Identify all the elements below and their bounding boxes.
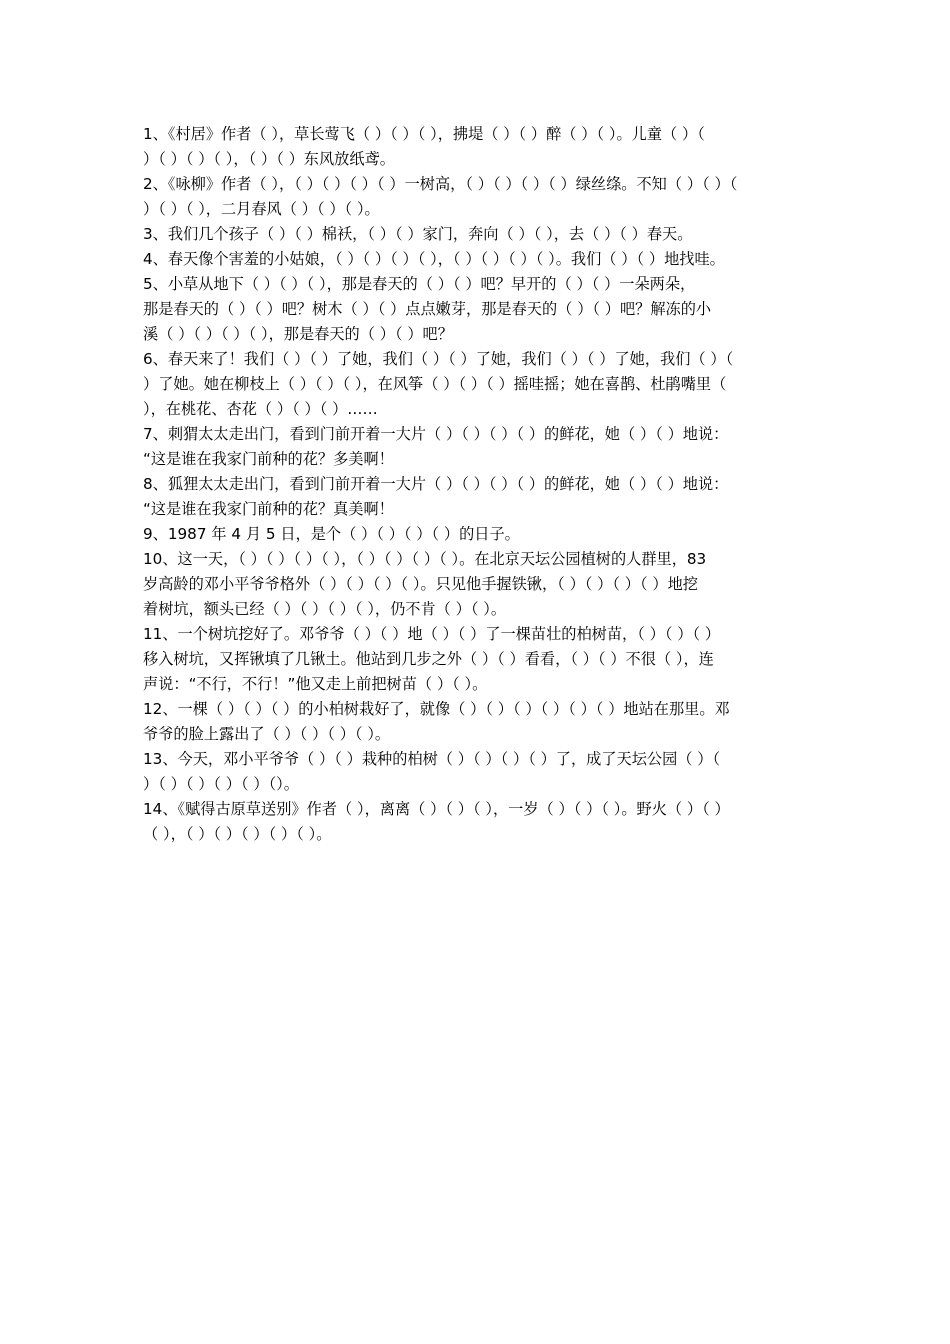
text-line: 声说：“不行，不行！”他又走上前把树苗（ ）（ ）。 [143, 675, 488, 693]
text-line: 5、小草从地下（ ）（ ）（ ），那是春天的（ ）（ ）吧？早开的（ ）（ ）一朵两朵， [143, 275, 696, 293]
text-line: 11、一个树坑挖好了。邓爷爷（ ）（ ）地（ ）（ ）了一棵苗壮的柏树苗，（ ）（ ）（ ） [143, 625, 721, 643]
text-line: 6、春天来了！我们（ ）（ ）了她，我们（ ）（ ）了她，我们（ ）（ ）了她，我们（ ）（ [143, 350, 734, 368]
text-line: ）（ ）（ ）（ ）（ ）（）。 [143, 775, 299, 793]
text-line: 1、《村居》作者（ ），草长莺飞（ ）（ ）（ ），拂堤（ ）（ ）醉（ ）（ ）。儿童（ ）（ [143, 125, 705, 143]
text-line: 7、刺猬太太走出门，看到门前开着一大片（ ）（ ）（ ）（ ）的鲜花，她（ ）（ ）地说： [143, 425, 729, 443]
text-line: 岁高龄的邓小平爷爷格外（ ）（ ）（ ）（ ）。只见他手握铁锹，（ ）（ ）（ ）（ ）地挖 [143, 575, 698, 593]
text-line: ）（ ）（ ）（ ），（ ）（ ）东风放纸鸢。 [143, 150, 395, 168]
text-line: 10、这一天，（ ）（ ）（ ）（ ），（ ）（ ）（ ）（ ）。在北京天坛公园植树的人群里，83 [143, 550, 707, 568]
text-line: （ ），（ ）（ ）（ ）（ ）（ ）。 [143, 825, 332, 843]
text-line: 溪（ ）（ ）（ ）（ ），那是春天的（ ）（ ）吧？ [143, 325, 453, 343]
text-line: “这是谁在我家门前种的花？真美啊！ [143, 500, 394, 518]
text-line: “这是谁在我家门前种的花？多美啊！ [143, 450, 394, 468]
text-line: ），在桃花、杏花（ ）（ ）（ ）…… [143, 400, 378, 418]
text-line: 14、《赋得古原草送别》作者（ ），离离（ ）（ ）（ ），一岁（ ）（ ）（ ）。野火（ ）（ ） [143, 800, 730, 818]
text-line: 4、春天像个害羞的小姑娘，（ ）（ ）（ ）（ ），（ ）（ ）（ ）（ ）。我们（ ）（ ）地找哇。 [143, 250, 725, 268]
text-line: 移入树坑，又挥锹填了几锹土。他站到几步之外（ ）（ ）看看，（ ）（ ）不很（ ），连 [143, 650, 714, 668]
text-line: 9、1987 年 4 月 5 日，是个（ ）（ ）（ ）（ ）的日子。 [143, 525, 520, 543]
text-line: ）（ ）（ ），二月春风（ ）（ ）（ ）。 [143, 200, 380, 218]
text-line: 3、我们几个孩子（ ）（ ）棉袄，（ ）（ ）家门，奔向（ ）（ ），去（ ）（ ）春天。 [143, 225, 693, 243]
text-line: 13、今天，邓小平爷爷（ ）（ ）栽种的柏树（ ）（ ）（ ）（ ）了，成了天坛公园（ ）（ [143, 750, 721, 768]
text-line: 着树坑，额头已经（ ）（ ）（ ）（ ），仍不肯（ ）（ ）。 [143, 600, 507, 618]
worksheet-body [143, 122, 823, 847]
text-line: 8、狐狸太太走出门，看到门前开着一大片（ ）（ ）（ ）（ ）的鲜花，她（ ）（ ）地说： [143, 475, 729, 493]
text-line: 2、《咏柳》作者（ ），（ ）（ ）（ ）（ ）一树高，（ ）（ ）（ ）（ ）绿丝绦。不知（ ）（ ）（ [143, 175, 738, 193]
text-line: ）了她。她在柳枝上（ ）（ ）（ ），在风筝（ ）（ ）（ ）摇哇摇；她在喜鹊、杜鹃嘴里（ [143, 375, 727, 393]
text-line: 爷爷的脸上露出了（ ）（ ）（ ）（ ）。 [143, 725, 391, 743]
text-line: 那是春天的（ ）（ ）吧？树木（ ）（ ）点点嫩芽，那是春天的（ ）（ ）吧？解冻的小 [143, 300, 712, 318]
text-line: 12、一棵（ ）（ ）（ ）的小柏树栽好了，就像（ ）（ ）（ ）（ ）（ ）（ ）地站在那里。邓 [143, 700, 730, 718]
